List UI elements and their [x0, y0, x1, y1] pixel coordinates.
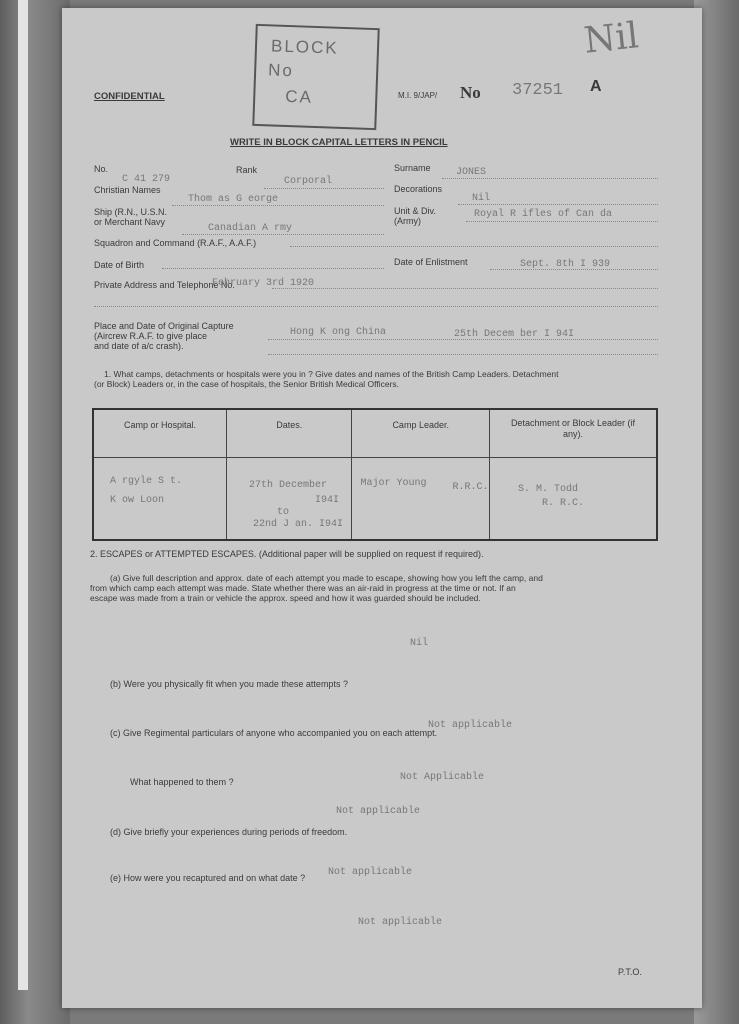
- capture-place: Hong K ong China: [290, 327, 387, 338]
- pto-label: P.T.O.: [618, 967, 642, 977]
- what-happened-question: What happened to them ?: [130, 777, 234, 787]
- unit-label-2: (Army): [394, 216, 421, 226]
- col-detachment-leader: Detachment or Block Leader (if any).: [489, 409, 657, 458]
- unit-line: [466, 221, 658, 222]
- rank-label: Rank: [236, 165, 258, 175]
- form-page: [62, 8, 702, 1008]
- dates-line-2: I94I: [315, 495, 340, 506]
- q2a-answer: Nil: [410, 638, 429, 649]
- no-label: No.: [94, 164, 109, 174]
- decorations-label: Decorations: [394, 184, 443, 194]
- q2b-answer: Not applicable: [428, 720, 513, 731]
- enlistment-label: Date of Enlistment: [394, 257, 468, 267]
- capture-label-3: and date of a/c crash).: [94, 341, 184, 351]
- col-camp-or-hospital: Camp or Hospital.: [93, 409, 227, 458]
- squadron-line: [290, 246, 658, 247]
- what-happened-answer: Not applicable: [336, 806, 421, 817]
- q2a-line-3: escape was made from a train or vehicle the approx. speed and how it was guarded should be included.: [90, 593, 481, 603]
- decorations-value: Nil: [472, 193, 491, 204]
- decorations-line: [458, 204, 658, 205]
- christian-names-label: Christian Names: [94, 185, 161, 195]
- q2e-question: (e) How were you recaptured and on what date ?: [110, 873, 306, 883]
- number-label: No: [460, 83, 481, 102]
- dates-line-4: 22nd J an. I94I: [253, 519, 344, 530]
- address-line-2: [94, 306, 658, 307]
- surname-line: [442, 178, 658, 179]
- capture-label-2: (Aircrew R.A.F. to give place: [94, 331, 208, 341]
- date-of-birth-line: [162, 268, 384, 269]
- q2d-answer: Not applicable: [328, 867, 413, 878]
- q1-line-2: (or Block) Leaders or, in the case of hospitals, the Senior British Medical Officers.: [94, 379, 400, 389]
- surname-value: JONES: [456, 167, 487, 178]
- table-row: [93, 458, 657, 541]
- q2e-answer: Not applicable: [358, 917, 443, 928]
- cell-camp-leader: [352, 458, 489, 541]
- form-number: 37251: [512, 81, 564, 100]
- ship-value: Canadian A rmy: [208, 223, 293, 234]
- address-label: Private Address and Telephone No.: [94, 280, 235, 290]
- capture-date: 25th Decem ber I 94I: [454, 329, 575, 340]
- reference-code: M.I. 9/JAP/: [398, 91, 438, 100]
- camp-line-1: A rgyle S t.: [110, 476, 183, 487]
- address-line: [272, 288, 658, 289]
- q2c-question: (c) Give Regimental particulars of anyone who accompanied you on each attempt.: [110, 728, 438, 738]
- stamp-ca-text: CA: [284, 86, 314, 107]
- binder-page-edge: [18, 0, 28, 990]
- block-leader-unit: R. R.C.: [541, 498, 584, 509]
- form-suffix: A: [590, 78, 602, 95]
- christian-names-value: Thom as G eorge: [188, 194, 279, 205]
- confidential-label: CONFIDENTIAL: [94, 91, 165, 102]
- stamp-no-text: No: [267, 60, 295, 81]
- rank-value: Corporal: [284, 176, 333, 187]
- christian-names-line: [172, 205, 384, 206]
- col-dates: Dates.: [227, 409, 352, 458]
- camps-table: [92, 408, 658, 541]
- unit-value: Royal R ifles of Can da: [474, 209, 613, 220]
- ship-line: [182, 234, 384, 235]
- surname-label: Surname: [394, 163, 431, 173]
- cell-dates: [227, 458, 352, 541]
- q2b-question: (b) Were you physically fit when you made these attempts ?: [110, 679, 348, 689]
- capture-line: [268, 339, 658, 340]
- squadron-label: Squadron and Command (R.A.F., A.A.F.): [94, 238, 257, 248]
- leader-unit: R.R.C.: [452, 482, 489, 493]
- q1-line-1: 1. What camps, detachments or hospitals were you in ? Give dates and names of the British Camp Leaders. Detachment: [104, 369, 559, 379]
- ship-label-1: Ship (R.N., U.S.N.: [94, 207, 168, 217]
- q2-title: 2. ESCAPES or ATTEMPTED ESCAPES. (Additional paper will be supplied on request if required).: [90, 549, 484, 559]
- dates-line-1: 27th December: [249, 480, 328, 491]
- q2a-line-1: (a) Give full description and approx. date of each attempt you made to escape, showing how you left the camp, and: [110, 573, 543, 583]
- enlistment-value: Sept. 8th I 939: [520, 259, 611, 270]
- rank-line: [264, 188, 384, 189]
- stamp-block-text: BLOCK: [270, 36, 339, 58]
- ship-label-2: or Merchant Navy: [94, 217, 166, 227]
- service-number: C 41 279: [122, 174, 171, 185]
- q2c-answer: Not Applicable: [400, 772, 485, 783]
- instruction-heading: WRITE IN BLOCK CAPITAL LETTERS IN PENCIL: [230, 137, 448, 148]
- block-leader-name: S. M. Todd: [517, 484, 578, 495]
- capture-label-1: Place and Date of Original Capture: [94, 321, 234, 331]
- dates-line-3: to: [277, 507, 290, 518]
- camps-table-header: [93, 409, 657, 458]
- capture-line-2: [268, 354, 658, 355]
- block-stamp: [252, 24, 379, 130]
- file-binder: [0, 0, 70, 1024]
- date-of-birth-label: Date of Birth: [94, 260, 145, 270]
- cell-block-leader: [489, 458, 657, 541]
- enlistment-line: [490, 269, 658, 270]
- camp-line-2: K ow Loon: [110, 495, 165, 506]
- handwritten-mark: Nil: [582, 15, 641, 62]
- q2a-line-2: from which camp each attempt was made. State whether there was an air-raid in progress at the time or not. If an: [90, 583, 516, 593]
- unit-label-1: Unit & Div.: [394, 206, 436, 216]
- leader-name: Major Young: [360, 478, 427, 489]
- col-camp-leader: Camp Leader.: [352, 409, 489, 458]
- cell-camp: [93, 458, 227, 541]
- address-value: February 3rd 1920: [212, 278, 315, 289]
- q2d-question: (d) Give briefly your experiences during periods of freedom.: [110, 827, 348, 837]
